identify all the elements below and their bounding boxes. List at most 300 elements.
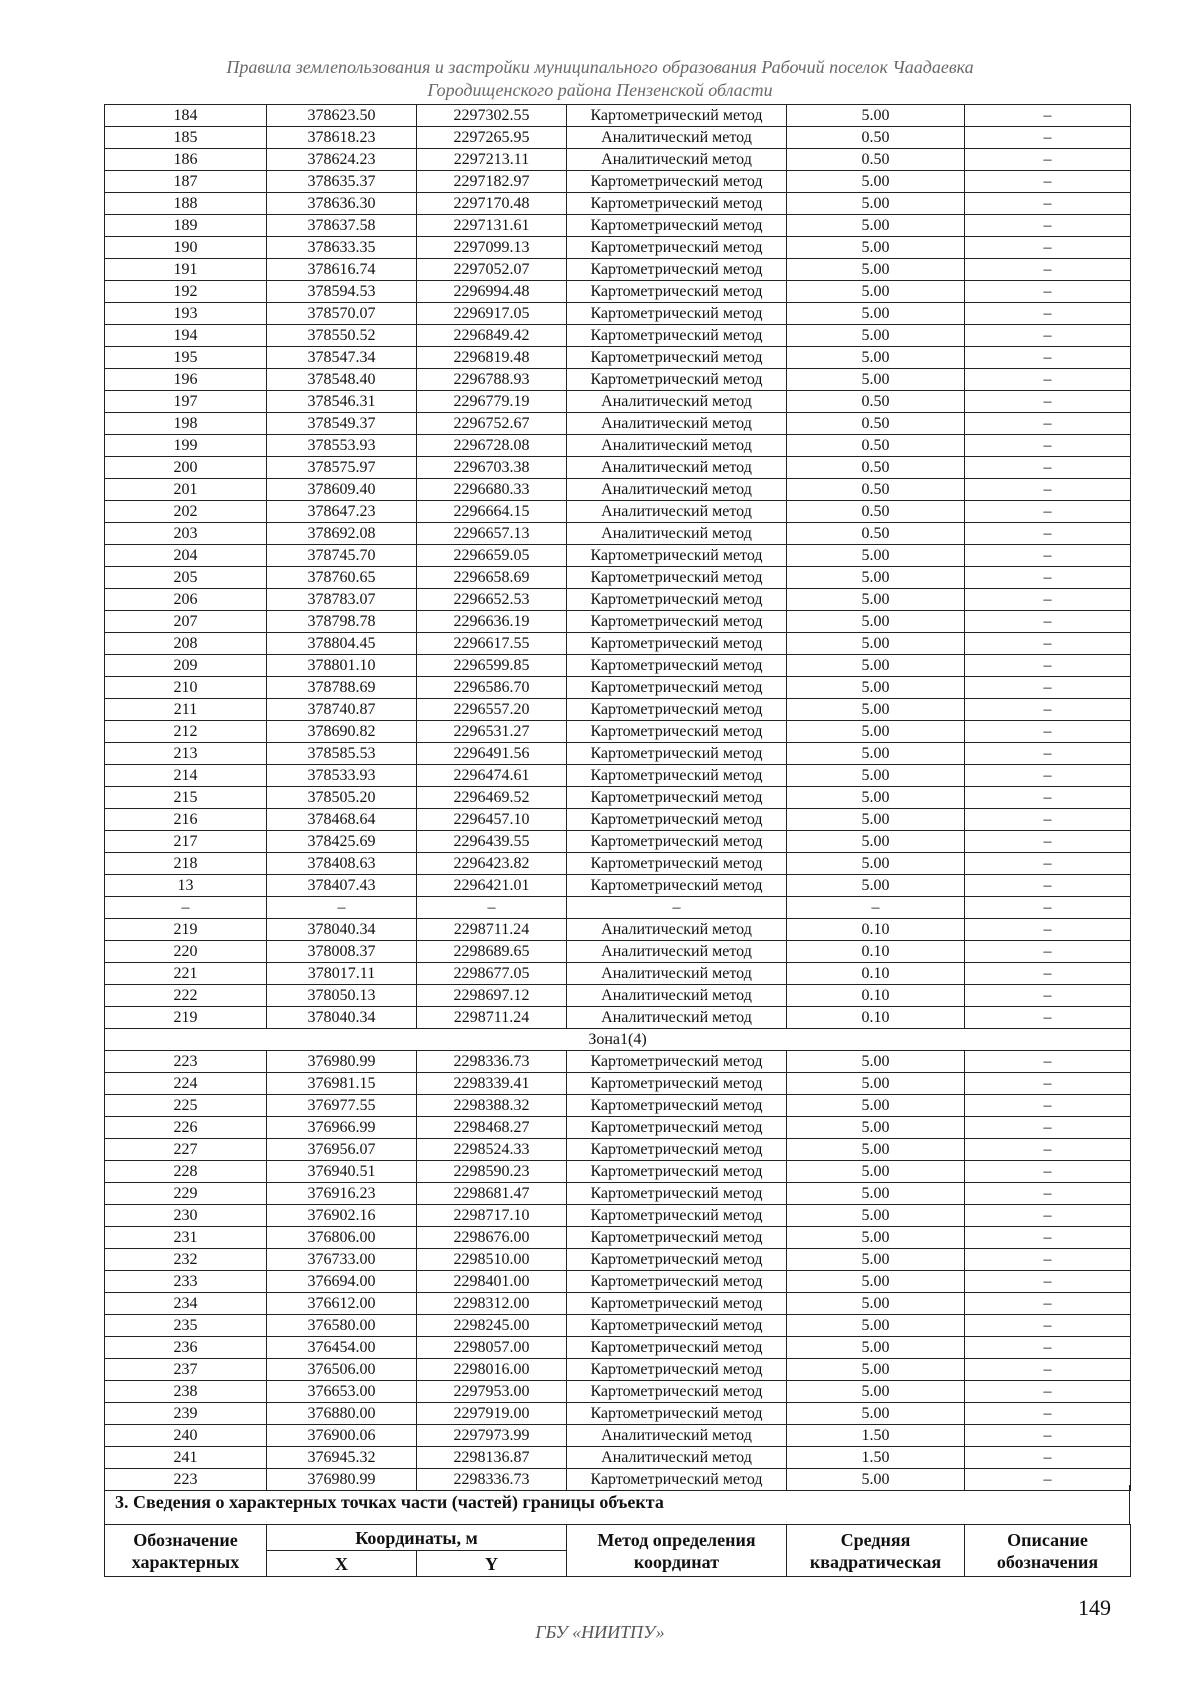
x-coordinate-cell: 376733.00: [267, 1249, 417, 1271]
col-coordinates-header: Координаты, м: [267, 1525, 567, 1551]
y-coordinate-cell: 2296779.19: [417, 391, 567, 413]
description-cell: –: [965, 391, 1131, 413]
method-cell: Картометрический метод: [567, 259, 787, 281]
table-row: [105, 347, 1131, 369]
y-coordinate-cell: 2297182.97: [417, 171, 567, 193]
x-coordinate-cell: 378745.70: [267, 545, 417, 567]
point-id-cell: 198: [105, 413, 267, 435]
table-row: [105, 479, 1131, 501]
description-cell: –: [965, 1381, 1131, 1403]
description-cell: –: [965, 369, 1131, 391]
x-coordinate-cell: 378575.97: [267, 457, 417, 479]
description-cell: –: [965, 523, 1131, 545]
x-coordinate-cell: 378633.35: [267, 237, 417, 259]
accuracy-cell: 5.00: [787, 1161, 965, 1183]
y-coordinate-cell: 2296680.33: [417, 479, 567, 501]
point-id-cell: 235: [105, 1315, 267, 1337]
y-coordinate-cell: 2296657.13: [417, 523, 567, 545]
description-cell: –: [965, 743, 1131, 765]
description-cell: –: [965, 1227, 1131, 1249]
accuracy-cell: 5.00: [787, 281, 965, 303]
x-coordinate-cell: 376981.15: [267, 1073, 417, 1095]
point-id-cell: 225: [105, 1095, 267, 1117]
description-cell: –: [965, 611, 1131, 633]
table-row: [105, 1271, 1131, 1293]
point-id-cell: 220: [105, 941, 267, 963]
point-id-cell: 205: [105, 567, 267, 589]
method-cell: Картометрический метод: [567, 853, 787, 875]
accuracy-cell: 5.00: [787, 677, 965, 699]
accuracy-cell: 0.50: [787, 149, 965, 171]
x-coordinate-cell: 376977.55: [267, 1095, 417, 1117]
accuracy-cell: 5.00: [787, 655, 965, 677]
table-row: [105, 1007, 1131, 1029]
x-coordinate-cell: 378570.07: [267, 303, 417, 325]
point-id-cell: 197: [105, 391, 267, 413]
method-cell: Картометрический метод: [567, 1183, 787, 1205]
y-coordinate-cell: 2296819.48: [417, 347, 567, 369]
table-row: [105, 545, 1131, 567]
accuracy-cell: 1.50: [787, 1447, 965, 1469]
y-coordinate-cell: 2296599.85: [417, 655, 567, 677]
method-cell: Картометрический метод: [567, 105, 787, 127]
point-id-cell: 186: [105, 149, 267, 171]
accuracy-cell: 5.00: [787, 787, 965, 809]
y-coordinate-cell: 2298510.00: [417, 1249, 567, 1271]
y-coordinate-cell: 2296636.19: [417, 611, 567, 633]
table-row: [105, 699, 1131, 721]
x-coordinate-cell: 378637.58: [267, 215, 417, 237]
table-row: [105, 435, 1131, 457]
accuracy-cell: 0.50: [787, 435, 965, 457]
y-coordinate-cell: –: [417, 897, 567, 919]
y-coordinate-cell: 2296994.48: [417, 281, 567, 303]
table-row: [105, 237, 1131, 259]
description-cell: –: [965, 1271, 1131, 1293]
method-cell: Аналитический метод: [567, 523, 787, 545]
table-row: [105, 215, 1131, 237]
description-cell: –: [965, 831, 1131, 853]
point-id-cell: 232: [105, 1249, 267, 1271]
x-coordinate-cell: 378636.30: [267, 193, 417, 215]
method-cell: Картометрический метод: [567, 1249, 787, 1271]
description-cell: –: [965, 1425, 1131, 1447]
x-coordinate-cell: 378505.20: [267, 787, 417, 809]
description-cell: –: [965, 1051, 1131, 1073]
table-row: [105, 149, 1131, 171]
point-id-cell: 206: [105, 589, 267, 611]
point-id-cell: 234: [105, 1293, 267, 1315]
accuracy-cell: 0.10: [787, 1007, 965, 1029]
x-coordinate-cell: 376694.00: [267, 1271, 417, 1293]
y-coordinate-cell: 2297131.61: [417, 215, 567, 237]
x-coordinate-cell: 376956.07: [267, 1139, 417, 1161]
point-id-cell: 216: [105, 809, 267, 831]
table-row: [105, 1337, 1131, 1359]
method-cell: Аналитический метод: [567, 413, 787, 435]
y-coordinate-cell: 2297213.11: [417, 149, 567, 171]
y-coordinate-cell: 2298401.00: [417, 1271, 567, 1293]
point-id-cell: 233: [105, 1271, 267, 1293]
zone-label-cell: Зона1(4): [105, 1029, 1131, 1051]
y-coordinate-cell: 2297953.00: [417, 1381, 567, 1403]
x-coordinate-cell: 376902.16: [267, 1205, 417, 1227]
accuracy-cell: 5.00: [787, 1095, 965, 1117]
description-cell: –: [965, 765, 1131, 787]
table-row: [105, 677, 1131, 699]
header-line-1: Правила землепользования и застройки муниципального образования Рабочий поселок Чаадаевка: [226, 57, 974, 77]
coordinates-table-body: [105, 105, 1131, 1491]
y-coordinate-cell: 2296849.42: [417, 325, 567, 347]
accuracy-cell: 0.50: [787, 127, 965, 149]
description-cell: –: [965, 1359, 1131, 1381]
description-cell: –: [965, 347, 1131, 369]
y-coordinate-cell: 2298057.00: [417, 1337, 567, 1359]
y-coordinate-cell: 2296917.05: [417, 303, 567, 325]
table-row: [105, 1117, 1131, 1139]
method-cell: Картометрический метод: [567, 1403, 787, 1425]
y-coordinate-cell: 2296491.56: [417, 743, 567, 765]
y-coordinate-cell: 2298468.27: [417, 1117, 567, 1139]
accuracy-cell: 5.00: [787, 1205, 965, 1227]
description-cell: –: [965, 171, 1131, 193]
accuracy-cell: 5.00: [787, 347, 965, 369]
x-coordinate-cell: 378553.93: [267, 435, 417, 457]
accuracy-cell: 5.00: [787, 215, 965, 237]
y-coordinate-cell: 2297052.07: [417, 259, 567, 281]
x-coordinate-cell: 378040.34: [267, 919, 417, 941]
accuracy-cell: 5.00: [787, 1337, 965, 1359]
point-id-cell: 209: [105, 655, 267, 677]
header-line-2: Городищенского района Пензенской области: [427, 80, 773, 100]
y-coordinate-cell: 2298336.73: [417, 1469, 567, 1491]
table-row: [105, 325, 1131, 347]
point-id-cell: 13: [105, 875, 267, 897]
point-id-cell: 202: [105, 501, 267, 523]
accuracy-cell: 0.50: [787, 479, 965, 501]
accuracy-cell: 5.00: [787, 1293, 965, 1315]
y-coordinate-cell: 2298681.47: [417, 1183, 567, 1205]
x-coordinate-cell: 378468.64: [267, 809, 417, 831]
method-cell: Аналитический метод: [567, 391, 787, 413]
y-coordinate-cell: 2296617.55: [417, 633, 567, 655]
y-coordinate-cell: 2296586.70: [417, 677, 567, 699]
table-row: [105, 831, 1131, 853]
y-coordinate-cell: 2298590.23: [417, 1161, 567, 1183]
description-cell: –: [965, 545, 1131, 567]
point-id-cell: 203: [105, 523, 267, 545]
description-cell: –: [965, 281, 1131, 303]
x-coordinate-cell: 378408.63: [267, 853, 417, 875]
accuracy-cell: 5.00: [787, 699, 965, 721]
y-coordinate-cell: 2296788.93: [417, 369, 567, 391]
y-coordinate-cell: 2296557.20: [417, 699, 567, 721]
method-cell: Картометрический метод: [567, 281, 787, 303]
table-row: [105, 523, 1131, 545]
description-cell: –: [965, 1293, 1131, 1315]
x-coordinate-cell: 378008.37: [267, 941, 417, 963]
point-id-cell: 191: [105, 259, 267, 281]
method-cell: Аналитический метод: [567, 501, 787, 523]
accuracy-cell: 5.00: [787, 1271, 965, 1293]
point-id-cell: 219: [105, 919, 267, 941]
accuracy-cell: 5.00: [787, 1117, 965, 1139]
x-coordinate-cell: 378549.37: [267, 413, 417, 435]
description-cell: –: [965, 1161, 1131, 1183]
point-id-cell: 188: [105, 193, 267, 215]
x-coordinate-cell: 376454.00: [267, 1337, 417, 1359]
y-coordinate-cell: 2296703.38: [417, 457, 567, 479]
description-cell: –: [965, 1139, 1131, 1161]
col-x-header: X: [267, 1551, 417, 1577]
y-coordinate-cell: 2297302.55: [417, 105, 567, 127]
method-cell: Аналитический метод: [567, 1447, 787, 1469]
point-id-cell: 189: [105, 215, 267, 237]
description-cell: –: [965, 435, 1131, 457]
description-cell: –: [965, 479, 1131, 501]
table-row: [105, 919, 1131, 941]
section-3-table-header: [104, 1524, 1131, 1577]
accuracy-cell: 0.10: [787, 941, 965, 963]
page-number: 149: [1078, 1595, 1111, 1620]
x-coordinate-cell: 378585.53: [267, 743, 417, 765]
method-cell: Аналитический метод: [567, 1425, 787, 1447]
method-cell: Картометрический метод: [567, 1469, 787, 1491]
accuracy-cell: 1.50: [787, 1425, 965, 1447]
y-coordinate-cell: 2298711.24: [417, 1007, 567, 1029]
table-row: [105, 721, 1131, 743]
x-coordinate-cell: 376880.00: [267, 1403, 417, 1425]
method-cell: Картометрический метод: [567, 1381, 787, 1403]
point-id-cell: 231: [105, 1227, 267, 1249]
accuracy-cell: 5.00: [787, 1227, 965, 1249]
x-coordinate-cell: 376945.32: [267, 1447, 417, 1469]
y-coordinate-cell: 2298524.33: [417, 1139, 567, 1161]
point-id-cell: 219: [105, 1007, 267, 1029]
coordinates-table: [104, 104, 1131, 1491]
point-id-cell: 217: [105, 831, 267, 853]
description-cell: –: [965, 1337, 1131, 1359]
x-coordinate-cell: 378788.69: [267, 677, 417, 699]
y-coordinate-cell: 2296664.15: [417, 501, 567, 523]
accuracy-cell: 5.00: [787, 193, 965, 215]
description-cell: –: [965, 1469, 1131, 1491]
x-coordinate-cell: 376806.00: [267, 1227, 417, 1249]
accuracy-cell: 5.00: [787, 1249, 965, 1271]
y-coordinate-cell: 2297265.95: [417, 127, 567, 149]
accuracy-cell: 5.00: [787, 721, 965, 743]
x-coordinate-cell: 378623.50: [267, 105, 417, 127]
x-coordinate-cell: 378546.31: [267, 391, 417, 413]
table-row: [105, 105, 1131, 127]
point-id-cell: 184: [105, 105, 267, 127]
table-row: [105, 897, 1131, 919]
x-coordinate-cell: 378425.69: [267, 831, 417, 853]
table-row: [105, 1381, 1131, 1403]
x-coordinate-cell: 378407.43: [267, 875, 417, 897]
y-coordinate-cell: 2296752.67: [417, 413, 567, 435]
method-cell: Картометрический метод: [567, 325, 787, 347]
table-row: [105, 413, 1131, 435]
method-cell: Картометрический метод: [567, 1293, 787, 1315]
y-coordinate-cell: 2296659.05: [417, 545, 567, 567]
y-coordinate-cell: 2298717.10: [417, 1205, 567, 1227]
y-coordinate-cell: 2298136.87: [417, 1447, 567, 1469]
table-row: [105, 127, 1131, 149]
accuracy-cell: 0.50: [787, 523, 965, 545]
description-cell: –: [965, 985, 1131, 1007]
table-row: [105, 1315, 1131, 1337]
description-cell: –: [965, 1007, 1131, 1029]
description-cell: –: [965, 1315, 1131, 1337]
description-cell: –: [965, 193, 1131, 215]
accuracy-cell: 0.50: [787, 501, 965, 523]
method-cell: Картометрический метод: [567, 1139, 787, 1161]
table-row: [105, 193, 1131, 215]
description-cell: –: [965, 259, 1131, 281]
y-coordinate-cell: 2296439.55: [417, 831, 567, 853]
description-cell: –: [965, 875, 1131, 897]
accuracy-cell: 5.00: [787, 853, 965, 875]
method-cell: Картометрический метод: [567, 545, 787, 567]
y-coordinate-cell: 2298312.00: [417, 1293, 567, 1315]
y-coordinate-cell: 2296728.08: [417, 435, 567, 457]
accuracy-cell: 0.50: [787, 413, 965, 435]
method-cell: Аналитический метод: [567, 457, 787, 479]
accuracy-cell: 0.50: [787, 391, 965, 413]
table-row: [105, 963, 1131, 985]
table-row: [105, 1227, 1131, 1249]
method-cell: Картометрический метод: [567, 567, 787, 589]
method-cell: Аналитический метод: [567, 941, 787, 963]
accuracy-cell: 5.00: [787, 303, 965, 325]
accuracy-cell: 5.00: [787, 1359, 965, 1381]
method-cell: Аналитический метод: [567, 919, 787, 941]
description-cell: –: [965, 1447, 1131, 1469]
y-coordinate-cell: 2298697.12: [417, 985, 567, 1007]
accuracy-cell: 5.00: [787, 1381, 965, 1403]
description-cell: –: [965, 149, 1131, 171]
method-cell: Картометрический метод: [567, 765, 787, 787]
description-cell: –: [965, 1249, 1131, 1271]
x-coordinate-cell: 376940.51: [267, 1161, 417, 1183]
x-coordinate-cell: 378798.78: [267, 611, 417, 633]
table-row: [105, 1447, 1131, 1469]
accuracy-cell: 5.00: [787, 369, 965, 391]
point-id-cell: 195: [105, 347, 267, 369]
accuracy-cell: 5.00: [787, 1073, 965, 1095]
description-cell: –: [965, 1205, 1131, 1227]
accuracy-cell: 5.00: [787, 1315, 965, 1337]
table-row: [105, 985, 1131, 1007]
point-id-cell: 208: [105, 633, 267, 655]
accuracy-cell: 5.00: [787, 1469, 965, 1491]
description-cell: –: [965, 1117, 1131, 1139]
x-coordinate-cell: 378690.82: [267, 721, 417, 743]
y-coordinate-cell: 2298336.73: [417, 1051, 567, 1073]
col-accuracy-header: Средняя квадратическая: [787, 1525, 965, 1577]
y-coordinate-cell: 2296658.69: [417, 567, 567, 589]
point-id-cell: 200: [105, 457, 267, 479]
description-cell: –: [965, 1095, 1131, 1117]
accuracy-cell: 5.00: [787, 1183, 965, 1205]
point-id-cell: 204: [105, 545, 267, 567]
method-cell: Аналитический метод: [567, 985, 787, 1007]
accuracy-cell: –: [787, 897, 965, 919]
accuracy-cell: 5.00: [787, 105, 965, 127]
accuracy-cell: 5.00: [787, 589, 965, 611]
table-row: [105, 369, 1131, 391]
x-coordinate-cell: 378801.10: [267, 655, 417, 677]
table-row: [105, 259, 1131, 281]
method-cell: Картометрический метод: [567, 1337, 787, 1359]
point-id-cell: 190: [105, 237, 267, 259]
method-cell: Картометрический метод: [567, 1359, 787, 1381]
description-cell: –: [965, 303, 1131, 325]
accuracy-cell: 5.00: [787, 259, 965, 281]
description-cell: –: [965, 655, 1131, 677]
col-y-header: Y: [417, 1551, 567, 1577]
y-coordinate-cell: 2296652.53: [417, 589, 567, 611]
point-id-cell: 241: [105, 1447, 267, 1469]
method-cell: Картометрический метод: [567, 1315, 787, 1337]
x-coordinate-cell: 378050.13: [267, 985, 417, 1007]
accuracy-cell: 5.00: [787, 171, 965, 193]
method-cell: Картометрический метод: [567, 611, 787, 633]
table-row: [105, 1249, 1131, 1271]
accuracy-cell: 5.00: [787, 765, 965, 787]
x-coordinate-cell: 378760.65: [267, 567, 417, 589]
description-cell: –: [965, 567, 1131, 589]
y-coordinate-cell: 2298711.24: [417, 919, 567, 941]
x-coordinate-cell: 376580.00: [267, 1315, 417, 1337]
page-footer: ГБУ «НИИТПУ»: [535, 1622, 665, 1642]
point-id-cell: 229: [105, 1183, 267, 1205]
description-cell: –: [965, 1073, 1131, 1095]
point-id-cell: 193: [105, 303, 267, 325]
x-coordinate-cell: 378635.37: [267, 171, 417, 193]
table-row: [105, 391, 1131, 413]
method-cell: Аналитический метод: [567, 435, 787, 457]
x-coordinate-cell: 378616.74: [267, 259, 417, 281]
table-row: [105, 1359, 1131, 1381]
point-id-cell: 185: [105, 127, 267, 149]
description-cell: –: [965, 699, 1131, 721]
description-cell: –: [965, 1183, 1131, 1205]
y-coordinate-cell: 2298689.65: [417, 941, 567, 963]
point-id-cell: 223: [105, 1469, 267, 1491]
x-coordinate-cell: 378533.93: [267, 765, 417, 787]
accuracy-cell: 5.00: [787, 1139, 965, 1161]
y-coordinate-cell: 2297099.13: [417, 237, 567, 259]
y-coordinate-cell: 2297973.99: [417, 1425, 567, 1447]
table-row: [105, 941, 1131, 963]
point-id-cell: 230: [105, 1205, 267, 1227]
method-cell: Картометрический метод: [567, 875, 787, 897]
x-coordinate-cell: –: [267, 897, 417, 919]
description-cell: –: [965, 325, 1131, 347]
x-coordinate-cell: 376980.99: [267, 1469, 417, 1491]
point-id-cell: 213: [105, 743, 267, 765]
description-cell: –: [965, 633, 1131, 655]
x-coordinate-cell: 378594.53: [267, 281, 417, 303]
method-cell: Картометрический метод: [567, 1161, 787, 1183]
table-row: [105, 1073, 1131, 1095]
method-cell: Картометрический метод: [567, 193, 787, 215]
table-row: [105, 303, 1131, 325]
description-cell: –: [965, 501, 1131, 523]
x-coordinate-cell: 378783.07: [267, 589, 417, 611]
